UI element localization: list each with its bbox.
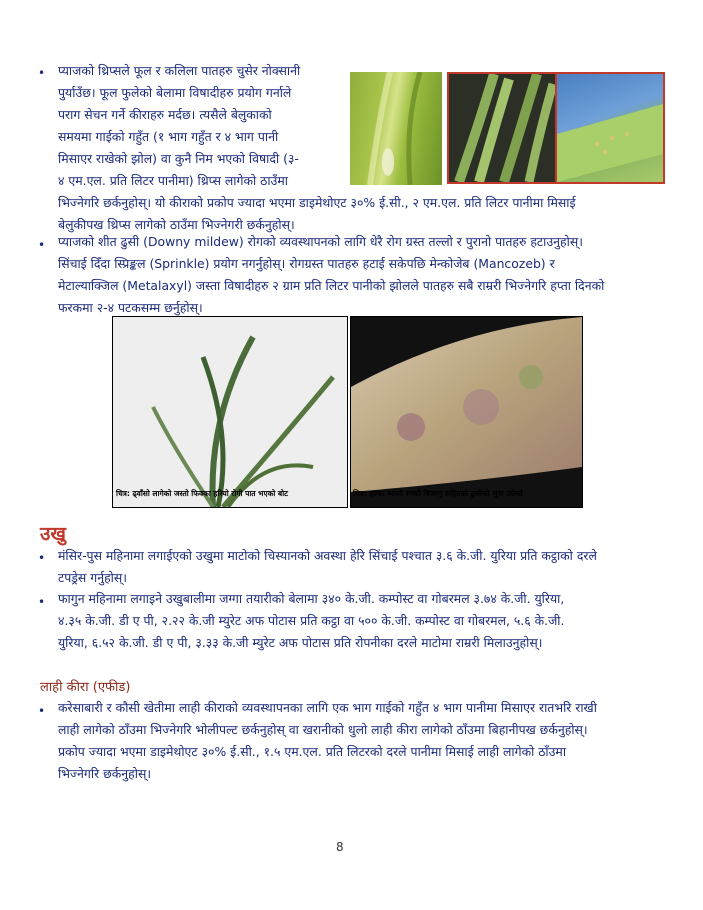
text-line: फरकमा २-४ पटकसम्म छर्नुहोस्। bbox=[58, 300, 203, 315]
section-title-sugarcane: उखु bbox=[40, 523, 66, 545]
thrips-leaf-photo-3 bbox=[555, 72, 665, 184]
text-line: फागुन महिनामा लगाइने उखुबालीमा जग्गा तयारीको बेलामा ३४० के.जी. कम्पोस्ट वा गोबरमल ३.७४ के.जी. युरिया, bbox=[58, 591, 565, 606]
leaf-illustration bbox=[557, 74, 663, 182]
text-line: पुर्याउँछ। फूल फुलेको बेलामा विषादीहरु प्रयोग गर्नाले bbox=[58, 85, 292, 100]
text-line: समयमा गाईको गहुँत (१ भाग गहुँत र ४ भाग पानी bbox=[58, 129, 279, 144]
sugarcane-bullet-1 bbox=[58, 545, 698, 589]
text-line: करेसाबारी र कौसी खेतीमा लाही कीराको व्यवस्थापनका लागि एक भाग गाईको गहुँत ४ भाग पानीमा मिसाएर रातभरि राखी bbox=[58, 700, 597, 715]
thrips-leaf-photo-1 bbox=[350, 72, 442, 185]
leaf-illustration bbox=[449, 74, 555, 182]
spore-illustration bbox=[351, 317, 582, 507]
bullet-dot: • bbox=[38, 551, 46, 565]
text-line: प्याजको थ्रिप्सले फूल र कलिला पातहरु चुसेर नोक्सानी bbox=[58, 63, 301, 78]
leaf-illustration bbox=[350, 72, 442, 185]
text-line: मेटाल्याक्जिल (Metalaxyl) जस्ता विषादीहरु २ ग्राम प्रति लिटर पानीको झोलले पातहरु सबै राम्ररी भिज्नेगरि हप्ता दिनको bbox=[58, 278, 605, 293]
page-number: 8 bbox=[336, 840, 344, 854]
plant-illustration bbox=[113, 317, 347, 507]
aphid-paragraph bbox=[58, 697, 698, 785]
photo-caption: चित्र: ढ्वाँसो लागेको जस्तो फिक्का हरियो रोगी पात भएको बोट bbox=[116, 489, 288, 498]
text-line: सिंचाई दिँदा स्प्रिङ्कल (Sprinkle) प्रयोग नगर्नुहोस्। रोगग्रस्त पातहरु हटाई सकेपछि मेन्कोजेब (Mancozeb) र bbox=[58, 256, 555, 271]
bullet-dot: • bbox=[38, 66, 46, 80]
text-line: पराग सेचन गर्ने कीराहरु मर्दछ। त्यसैले बेलुकाको bbox=[58, 107, 272, 122]
downy-mildew-spores-photo bbox=[350, 316, 583, 508]
thrips-leaf-photo-2 bbox=[447, 72, 557, 184]
text-line: मिसाएर राखेको झोल) वा कुनै निम भएको विषादी (३- bbox=[58, 151, 299, 166]
bullet-dot: • bbox=[38, 704, 46, 718]
text-line: बेलुकीपख थ्रिप्स लागेको ठाउँमा भिज्नेगरी छर्कनुहोस्। bbox=[58, 217, 295, 232]
sugarcane-bullet-2 bbox=[58, 588, 698, 654]
section-title-aphid: लाही कीरा (एफीड) bbox=[40, 680, 131, 695]
downy-mildew-plant-photo bbox=[112, 316, 348, 508]
text-line: लाही लागेको ठाँउमा भिज्नेगरि भोलीपल्ट छर्कनुहोस् वा खरानीको धुलो लाही कीरा लागेको ठाँउमा बिहानीपख छर्कनुहोस्। bbox=[58, 722, 588, 737]
text-line: मंसिर-पुस महिनामा लगाईएको उखुमा माटोको चिस्यानको अवस्था हेरि सिंचाई पश्चात ३.६ के.जी. युरिया प्रति कट्ठाको दरले bbox=[58, 548, 597, 563]
photo-caption: चित्र: हल्का प्याजी रंगको बिजाणु सहितको ढुसीको भुवा उम्रेको bbox=[353, 489, 523, 498]
text-line: युरिया, ६.५२ के.जी. डी ए पी, ३.३३ के.जी म्युरेट अफ पोटास प्रति रोपनीका दरले माटोमा राम्ररी मिलाउनुहोस्। bbox=[58, 635, 543, 650]
text-line: प्रकोप ज्यादा भएमा डाइमेथोएट ३०% ई.सी., १.५ एम.एल. प्रति लिटरको दरले पानीमा मिसाई लाही लागेको ठाँउमा bbox=[58, 744, 567, 759]
onion-downy-mildew-paragraph bbox=[58, 231, 698, 319]
bullet-dot: • bbox=[38, 238, 46, 252]
text-line: ४ एम.एल. प्रति लिटर पानीमा) थ्रिप्स लागेको ठाउँमा bbox=[58, 173, 288, 188]
text-line: ४.३५ के.जी. डी ए पी, २.२२ के.जी म्युरेट अफ पोटास प्रति कट्ठा वा ५०० के.जी. कम्पोस्ट वा गोबरमल, ५.६ के.जी. bbox=[58, 613, 565, 628]
text-line: भिज्नेगरि छर्कनुहोस्। यो कीराको प्रकोप ज्यादा भएमा डाइमेथोएट ३०% ई.सी., २ एम.एल. प्रति लिटर पानीमा मिसाई bbox=[58, 195, 576, 210]
text-line: भिज्नेगरि छर्कनुहोस्। bbox=[58, 766, 152, 781]
text-line: टपड्रेस गर्नुहोस्। bbox=[58, 570, 127, 585]
bullet-dot: • bbox=[38, 595, 46, 609]
text-line: प्याजको शीत ढुसी (Downy mildew) रोगको व्यवस्थापनको लागि धेरै रोग ग्रस्त तल्लो र पुरानो पातहरु हटाउनुहोस्। bbox=[58, 234, 583, 249]
